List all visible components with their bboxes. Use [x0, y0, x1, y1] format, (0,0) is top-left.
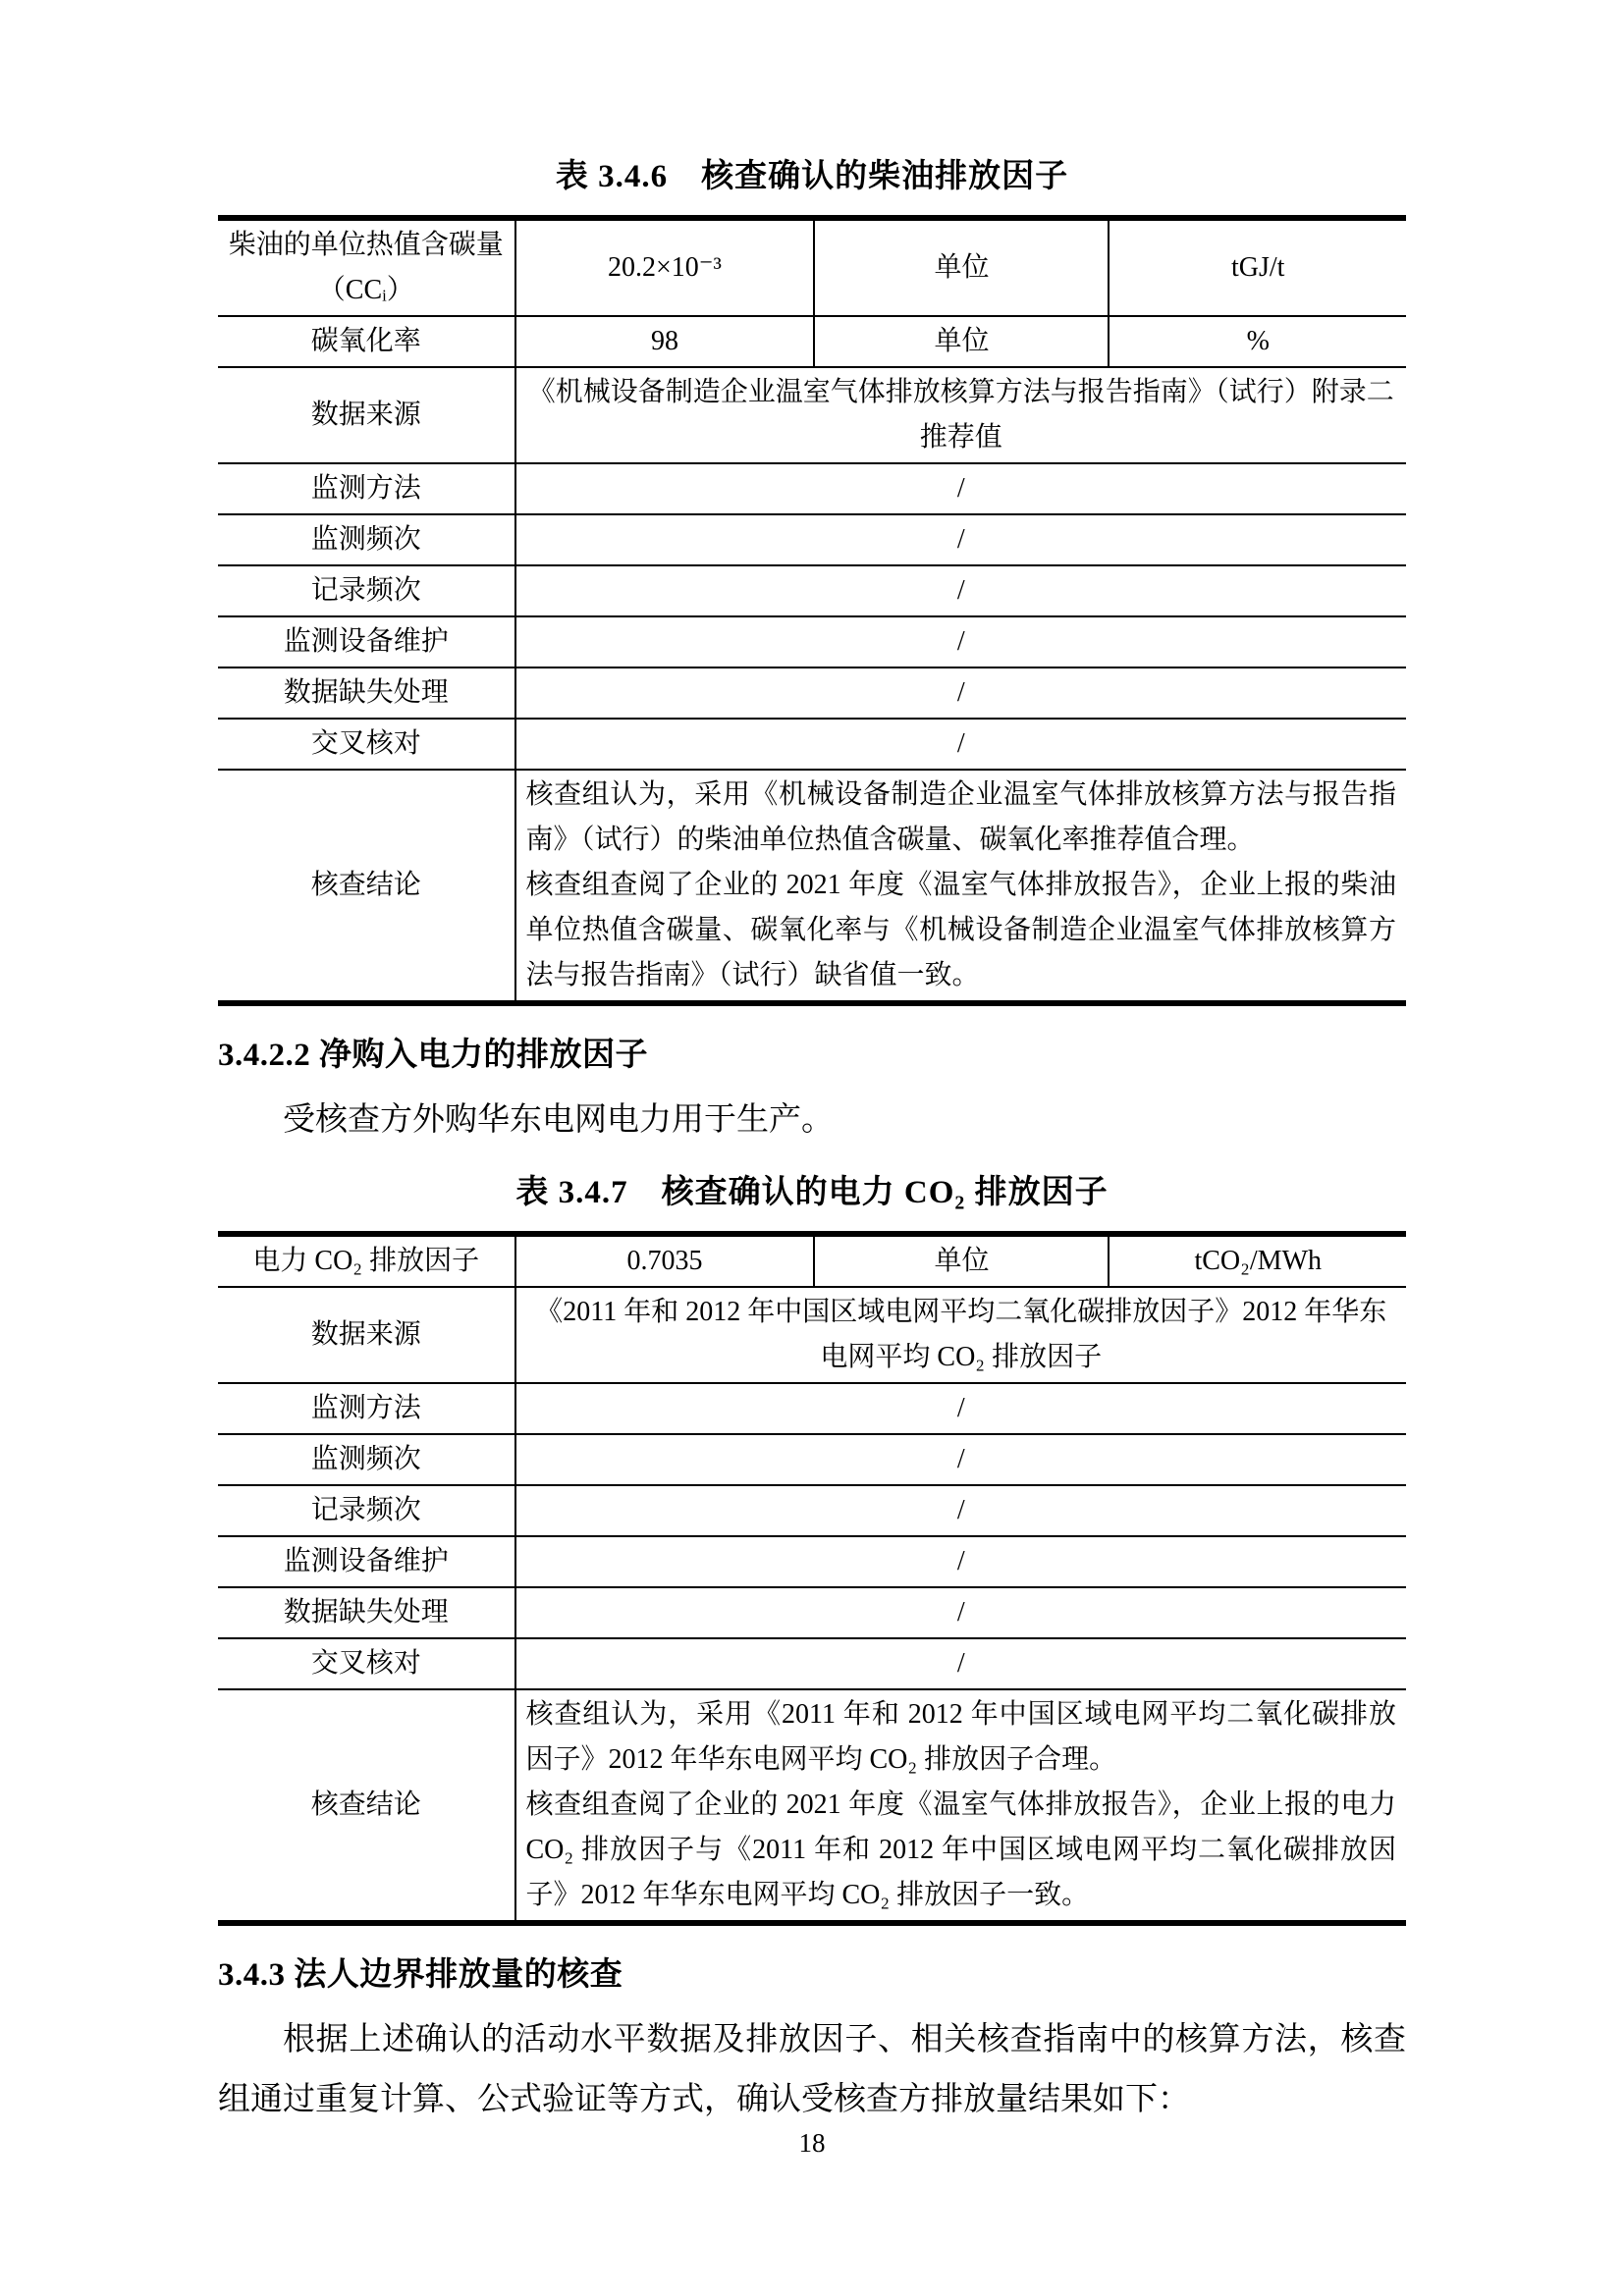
value-cell: / — [515, 514, 1407, 565]
label-cell: 交叉核对 — [218, 1638, 515, 1689]
label-cell: 柴油的单位热值含碳量（CCᵢ） — [218, 218, 515, 316]
conclusion-paragraph: 核查组查阅了企业的 2021 年度《温室气体排放报告》，企业上报的电力 CO₂ 排放因子与《2011 年和 2012 年中国区域电网平均二氧化碳排放因子》2012 年华东电网平均 CO₂ 排放因子一致。 — [525, 1789, 1396, 1910]
unit-label-cell: 单位 — [814, 218, 1109, 316]
table-row — [218, 1638, 1406, 1689]
table-row — [218, 463, 1406, 514]
table-row — [218, 719, 1406, 770]
table-row — [218, 1485, 1406, 1536]
table-row — [218, 1383, 1406, 1434]
label-cell: 碳氧化率 — [218, 316, 515, 367]
electricity-emission-factor-table — [218, 1231, 1406, 1926]
label-cell: 数据缺失处理 — [218, 667, 515, 719]
value-cell: / — [515, 1587, 1407, 1638]
conclusion-cell — [515, 1689, 1407, 1923]
table-row — [218, 667, 1406, 719]
value-cell: / — [515, 1485, 1407, 1536]
section-heading-3-4-2-2: 3.4.2.2 净购入电力的排放因子 — [218, 1038, 648, 1073]
table-row — [218, 514, 1406, 565]
table-row — [218, 1434, 1406, 1485]
value-cell: / — [515, 1383, 1407, 1434]
unit-cell: tCO₂/MWh — [1109, 1234, 1406, 1287]
value-cell: / — [515, 719, 1407, 770]
value-cell: / — [515, 565, 1407, 616]
label-cell: 记录频次 — [218, 565, 515, 616]
label-cell: 交叉核对 — [218, 719, 515, 770]
label-cell: 记录频次 — [218, 1485, 515, 1536]
value-cell: / — [515, 1536, 1407, 1587]
label-cell: 数据缺失处理 — [218, 1587, 515, 1638]
label-cell: 监测设备维护 — [218, 1536, 515, 1587]
value-cell: 98 — [515, 316, 815, 367]
table-row — [218, 1689, 1406, 1923]
unit-label-cell: 单位 — [814, 316, 1109, 367]
table-row — [218, 616, 1406, 667]
conclusion-cell — [515, 770, 1407, 1003]
label-cell: 监测频次 — [218, 514, 515, 565]
value-cell: / — [515, 616, 1407, 667]
diesel-emission-factor-table — [218, 215, 1406, 1006]
value-cell: 《2011 年和 2012 年中国区域电网平均二氧化碳排放因子》2012 年华东电网平均 CO₂ 排放因子 — [515, 1287, 1407, 1383]
table-row — [218, 1587, 1406, 1638]
unit-cell: % — [1109, 316, 1406, 367]
table-row — [218, 1287, 1406, 1383]
conclusion-paragraph: 核查组认为，采用《机械设备制造企业温室气体排放核算方法与报告指南》（试行）的柴油单位热值含碳量、碳氧化率推荐值合理。 — [525, 779, 1396, 855]
table-1-caption: 表 3.4.6 核查确认的柴油排放因子 — [555, 159, 1069, 194]
value-cell: / — [515, 1638, 1407, 1689]
value-cell: 20.2×10⁻³ — [515, 218, 815, 316]
value-cell: 0.7035 — [515, 1234, 815, 1287]
table-row — [218, 316, 1406, 367]
label-cell: 监测设备维护 — [218, 616, 515, 667]
table-row — [218, 1234, 1406, 1287]
label-cell: 数据来源 — [218, 1287, 515, 1383]
body-paragraph: 受核查方外购华东电网电力用于生产。 — [283, 1102, 834, 1138]
label-cell: 电力 CO₂ 排放因子 — [218, 1234, 515, 1287]
label-cell: 核查结论 — [218, 770, 515, 1003]
page-number: 18 — [798, 2128, 826, 2158]
table-row — [218, 565, 1406, 616]
value-cell: / — [515, 1434, 1407, 1485]
table-row — [218, 770, 1406, 1003]
conclusion-paragraph: 核查组认为，采用《2011 年和 2012 年中国区域电网平均二氧化碳排放因子》2012 年华东电网平均 CO₂ 排放因子合理。 — [525, 1699, 1396, 1775]
table-row — [218, 218, 1406, 316]
label-cell: 核查结论 — [218, 1689, 515, 1923]
label-cell: 数据来源 — [218, 367, 515, 463]
label-cell: 监测方法 — [218, 1383, 515, 1434]
label-cell: 监测方法 — [218, 463, 515, 514]
conclusion-paragraph: 核查组查阅了企业的 2021 年度《温室气体排放报告》，企业上报的柴油单位热值含碳量、碳氧化率与《机械设备制造企业温室气体排放核算方法与报告指南》（试行）缺省值一致。 — [525, 870, 1396, 990]
table-row — [218, 367, 1406, 463]
section-heading-3-4-3: 3.4.3 法人边界排放量的核查 — [218, 1957, 623, 1993]
table-row — [218, 1536, 1406, 1587]
unit-label-cell: 单位 — [814, 1234, 1109, 1287]
table-2-caption: 表 3.4.7 核查确认的电力 CO₂ 排放因子 — [515, 1175, 1109, 1210]
value-cell: / — [515, 463, 1407, 514]
value-cell: 《机械设备制造企业温室气体排放核算方法与报告指南》（试行）附录二推荐值 — [515, 367, 1407, 463]
body-paragraph: 根据上述确认的活动水平数据及排放因子、相关核查指南中的核算方法，核查组通过重复计算、公式验证等方式，确认受核查方排放量结果如下： — [218, 2022, 1406, 2117]
value-cell: / — [515, 667, 1407, 719]
label-cell: 监测频次 — [218, 1434, 515, 1485]
unit-cell: tGJ/t — [1109, 218, 1406, 316]
page-content — [218, 0, 1406, 2130]
